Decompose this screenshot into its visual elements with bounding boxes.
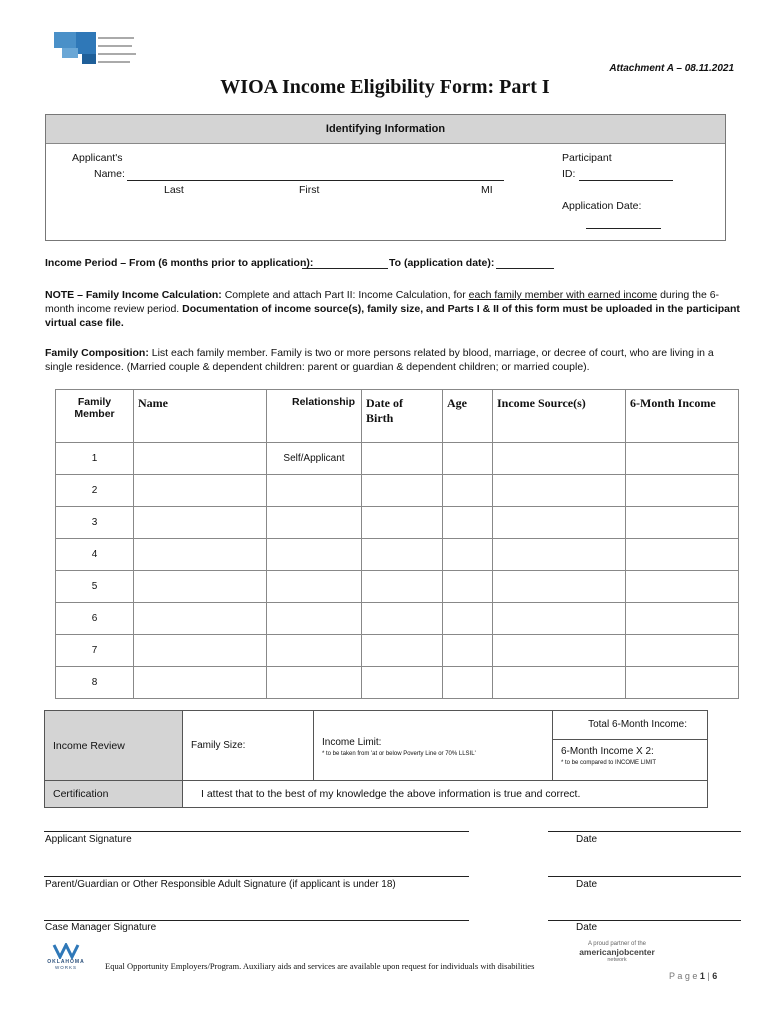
cell-age[interactable] xyxy=(443,603,493,635)
oklahoma-works-logo xyxy=(44,943,88,973)
cell-six-month[interactable] xyxy=(626,603,739,635)
table-row xyxy=(56,603,739,635)
cell-relationship[interactable] xyxy=(267,603,362,635)
parent-signature-line[interactable] xyxy=(44,876,469,877)
attachment-date: Attachment A – 08.11.2021 xyxy=(609,63,734,74)
income-period-to-field[interactable] xyxy=(496,268,554,269)
applicant-label: Applicant's xyxy=(72,152,123,164)
cell-name[interactable] xyxy=(134,571,267,603)
cell-dob[interactable] xyxy=(362,475,443,507)
cell-age[interactable] xyxy=(443,475,493,507)
col-income-sources: Income Source(s) xyxy=(493,390,626,443)
note-line-2: month income review period. Documentation of income source(s), family size, and Parts I & II of this form must be uploaded in the participant xyxy=(45,303,740,315)
cell-six-month[interactable] xyxy=(626,635,739,667)
cell-num: 6 xyxy=(56,603,134,635)
col-name: Name xyxy=(134,390,267,443)
col-six-month-income: 6-Month Income xyxy=(626,390,739,443)
col-date-of-birth: Date of Birth xyxy=(362,390,443,443)
participant-label: Participant xyxy=(562,152,612,164)
cell-six-month[interactable] xyxy=(626,443,739,475)
case-manager-date-label: Date xyxy=(576,922,598,933)
application-date-field[interactable] xyxy=(586,228,661,229)
last-label: Last xyxy=(164,184,184,196)
agency-logo xyxy=(52,28,138,72)
income-period-to-label: To (application date): xyxy=(389,257,495,269)
income-period-from-label: Income Period – From (6 months prior to application): xyxy=(45,257,314,269)
table-row xyxy=(56,667,739,699)
cell-relationship[interactable] xyxy=(267,507,362,539)
col-age: Age xyxy=(443,390,493,443)
cell-dob[interactable] xyxy=(362,667,443,699)
certification-row xyxy=(45,781,708,808)
cell-income-sources[interactable] xyxy=(493,539,626,571)
cell-age[interactable] xyxy=(443,635,493,667)
cell-age[interactable] xyxy=(443,443,493,475)
cell-num: 3 xyxy=(56,507,134,539)
page-number: P a g e 1 | 6 xyxy=(669,971,718,981)
table-row xyxy=(56,571,739,603)
parent-date-label: Date xyxy=(576,879,598,890)
cell-num: 5 xyxy=(56,571,134,603)
participant-id-field[interactable] xyxy=(579,180,673,181)
cell-income-sources[interactable] xyxy=(493,507,626,539)
six-month-x2-label: 6-Month Income X 2: xyxy=(561,746,654,757)
cell-name[interactable] xyxy=(134,635,267,667)
cell-dob[interactable] xyxy=(362,571,443,603)
cell-relationship[interactable] xyxy=(267,635,362,667)
partner-text-2: americanjobcenter xyxy=(579,947,655,957)
cell-age[interactable] xyxy=(443,539,493,571)
participant-id-label: ID: xyxy=(562,168,576,180)
cell-six-month[interactable] xyxy=(626,539,739,571)
cell-name[interactable] xyxy=(134,507,267,539)
cell-income-sources[interactable] xyxy=(493,635,626,667)
cell-num: 7 xyxy=(56,635,134,667)
certification-label: Certification xyxy=(45,781,183,808)
col-family-member: Family Member xyxy=(56,390,134,443)
certification-text: I attest that to the best of my knowledge the above information is true and correct. xyxy=(183,781,708,808)
family-composition-line-1: Family Composition: List each family member. Family is two or more persons related by blood, marriage, or decree of court, who are living in a xyxy=(45,347,714,359)
cell-dob[interactable] xyxy=(362,443,443,475)
cell-dob[interactable] xyxy=(362,539,443,571)
identifying-info-box xyxy=(45,114,726,241)
cell-six-month[interactable] xyxy=(626,571,739,603)
total-six-month-income-label[interactable]: Total 6-Month Income: xyxy=(553,711,707,740)
cell-name[interactable] xyxy=(134,539,267,571)
applicant-date-line[interactable] xyxy=(548,831,741,832)
income-limit-note: * to be taken from 'at or below Poverty Line or 70% LLSIL' xyxy=(322,750,476,757)
cell-num: 2 xyxy=(56,475,134,507)
cell-age[interactable] xyxy=(443,667,493,699)
partner-text-3: network xyxy=(607,957,627,963)
table-row xyxy=(56,443,739,475)
parent-date-line[interactable] xyxy=(548,876,741,877)
case-manager-signature-line[interactable] xyxy=(44,920,469,921)
cell-relationship[interactable] xyxy=(267,667,362,699)
cell-dob[interactable] xyxy=(362,507,443,539)
cell-age[interactable] xyxy=(443,571,493,603)
partner-text-1: A proud partner of the xyxy=(587,941,647,947)
name-label: Name: xyxy=(94,168,125,180)
cell-dob[interactable] xyxy=(362,603,443,635)
case-manager-signature-label: Case Manager Signature xyxy=(45,922,157,933)
applicant-date-label: Date xyxy=(576,834,598,845)
identifying-info-heading: Identifying Information xyxy=(46,115,725,144)
cell-income-sources[interactable] xyxy=(493,667,626,699)
family-size-label: Family Size: xyxy=(191,740,246,751)
cell-income-sources[interactable] xyxy=(493,571,626,603)
income-review-row xyxy=(45,711,708,781)
american-job-center-logo xyxy=(577,941,657,963)
application-date-label: Application Date: xyxy=(562,200,642,212)
name-field[interactable] xyxy=(127,180,504,181)
col-relationship: Relationship xyxy=(267,390,362,443)
table-row xyxy=(56,539,739,571)
page-title: WIOA Income Eligibility Form: Part I xyxy=(220,76,550,98)
family-members-table xyxy=(55,389,739,699)
cell-six-month[interactable] xyxy=(626,475,739,507)
note-line-1: NOTE – Family Income Calculation: Complete and attach Part II: Income Calculation, for each family member with earned income during the 6- xyxy=(45,289,720,301)
income-limit-label: Income Limit: xyxy=(322,736,382,748)
applicant-signature-line[interactable] xyxy=(44,831,469,832)
cell-name[interactable] xyxy=(134,443,267,475)
parent-signature-label: Parent/Guardian or Other Responsible Adult Signature (if applicant is under 18) xyxy=(45,879,396,890)
cell-relationship[interactable] xyxy=(267,571,362,603)
mi-label: MI xyxy=(481,184,493,196)
cell-six-month[interactable] xyxy=(626,507,739,539)
income-totals-cell xyxy=(553,711,708,781)
oklahoma-works-text-2: WORKS xyxy=(54,965,77,970)
income-review-label: Income Review xyxy=(45,711,183,781)
table-header-row xyxy=(56,390,739,443)
case-manager-date-line[interactable] xyxy=(548,920,741,921)
cell-relationship[interactable]: Self/Applicant xyxy=(267,443,362,475)
cell-six-month[interactable] xyxy=(626,667,739,699)
cell-income-sources[interactable] xyxy=(493,475,626,507)
cell-num: 8 xyxy=(56,667,134,699)
table-row xyxy=(56,475,739,507)
income-limit-cell[interactable] xyxy=(314,711,553,781)
cell-income-sources[interactable] xyxy=(493,443,626,475)
cell-relationship[interactable] xyxy=(267,475,362,507)
note-line-3: virtual case file. xyxy=(45,317,124,329)
cell-num: 1 xyxy=(56,443,134,475)
income-review-table xyxy=(44,710,708,808)
cell-age[interactable] xyxy=(443,507,493,539)
table-row xyxy=(56,635,739,667)
cell-name[interactable] xyxy=(134,667,267,699)
family-size-cell[interactable] xyxy=(183,711,314,781)
eeo-statement: Equal Opportunity Employers/Program. Auxiliary aids and services are available upon request for individuals with disabilities xyxy=(105,961,535,971)
first-label: First xyxy=(299,184,320,196)
oklahoma-works-text-1: OKLAHOMA xyxy=(47,959,85,965)
cell-income-sources[interactable] xyxy=(493,603,626,635)
six-month-x2-note: * to be compared to INCOME LIMIT xyxy=(561,760,657,766)
cell-relationship[interactable] xyxy=(267,539,362,571)
cell-num: 4 xyxy=(56,539,134,571)
cell-dob[interactable] xyxy=(362,635,443,667)
table-row xyxy=(56,507,739,539)
oklahoma-works-icon xyxy=(44,943,88,959)
income-period-from-field[interactable] xyxy=(302,268,388,269)
family-composition-line-2: single residence. (Married couple & dependent children: parent or guardian & dependent children; or married couple). xyxy=(45,361,590,373)
cell-name[interactable] xyxy=(134,475,267,507)
cell-name[interactable] xyxy=(134,603,267,635)
applicant-signature-label: Applicant Signature xyxy=(45,834,132,845)
six-month-x2-field[interactable] xyxy=(553,746,707,780)
